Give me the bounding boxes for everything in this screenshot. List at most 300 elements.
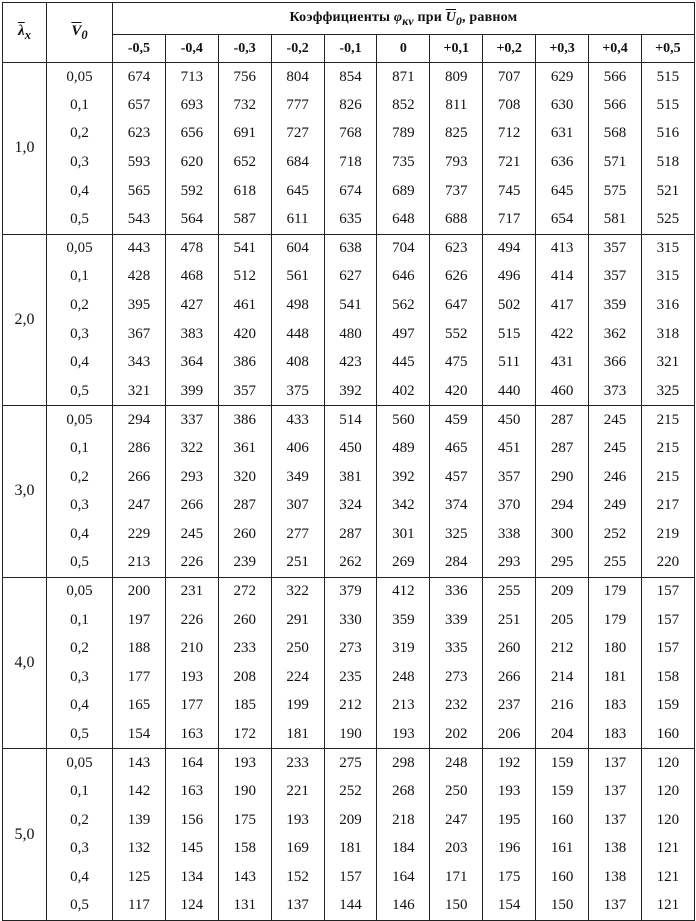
coefficient-cell: 691 [218,120,271,149]
table-row [3,148,695,177]
coefficient-cell: 852 [377,91,430,120]
coefficient-cell: 284 [430,549,483,578]
coefficient-cell: 266 [165,491,218,520]
coefficient-cell: 560 [377,406,430,435]
coefficient-cell: 566 [589,63,642,92]
coefficient-cell: 420 [218,320,271,349]
coefficient-cell: 250 [430,777,483,806]
coefficient-cell: 139 [113,806,166,835]
coefficient-cell: 688 [430,205,483,234]
coefficient-cell: 718 [324,148,377,177]
table-row [3,177,695,206]
coefficient-cell: 359 [377,606,430,635]
coefficient-cell: 146 [377,892,430,921]
coefficient-cell: 375 [271,377,324,406]
coefficient-cell: 204 [536,720,589,749]
coefficient-cell: 593 [113,148,166,177]
coefficient-cell: 184 [377,835,430,864]
lambda-column-header [3,3,47,63]
coefficient-cell: 552 [430,320,483,349]
coefficient-cell: 247 [430,806,483,835]
coefficient-cell: 251 [483,606,536,635]
coefficient-cell: 246 [589,463,642,492]
coefficient-cell: 321 [113,377,166,406]
coefficient-cell: 121 [641,863,694,892]
coefficient-cell: 315 [641,234,694,263]
coefficient-cell: 620 [165,148,218,177]
coefficient-cell: 804 [271,63,324,92]
u-value-header: 0 [377,35,430,63]
coefficient-cell: 514 [324,406,377,435]
v-value-cell: 0,05 [47,406,113,435]
coefficient-cell: 325 [430,520,483,549]
coefficient-cell: 373 [589,377,642,406]
coefficient-cell: 217 [641,491,694,520]
coefficient-cell: 273 [430,663,483,692]
coefficient-cell: 541 [324,291,377,320]
table-row [3,577,695,606]
coefficient-cell: 164 [165,749,218,778]
coefficient-cell: 745 [483,177,536,206]
coefficient-cell: 190 [218,777,271,806]
coefficient-cell: 255 [589,549,642,578]
coefficient-cell: 408 [271,348,324,377]
coefficient-cell: 361 [218,434,271,463]
v-value-cell: 0,3 [47,148,113,177]
v-value-cell: 0,4 [47,692,113,721]
coefficient-cell: 245 [589,406,642,435]
v-value-cell: 0,05 [47,577,113,606]
coefficient-cell: 137 [589,806,642,835]
coefficient-cell: 287 [324,520,377,549]
coefficient-cell: 339 [430,606,483,635]
coefficient-cell: 266 [113,463,166,492]
coefficient-cell: 134 [165,863,218,892]
coefficient-cell: 638 [324,234,377,263]
coefficient-cell: 232 [430,692,483,721]
v-value-cell: 0,5 [47,892,113,921]
v-value-cell: 0,1 [47,606,113,635]
table-row [3,520,695,549]
coefficient-cell: 298 [377,749,430,778]
table-row [3,806,695,835]
v-value-cell: 0,3 [47,320,113,349]
coefficient-cell: 193 [483,777,536,806]
lambda-group-cell: 3,0 [3,406,47,578]
coefficient-cell: 233 [218,634,271,663]
coefficient-cell: 737 [430,177,483,206]
coefficient-cell: 175 [483,863,536,892]
coefficient-cell: 142 [113,777,166,806]
table-row [3,234,695,263]
coefficient-cell: 190 [324,720,377,749]
table-row [3,348,695,377]
coefficient-cell: 193 [271,806,324,835]
coefficient-cell: 789 [377,120,430,149]
coefficient-cell: 202 [430,720,483,749]
coefficient-cell: 212 [324,692,377,721]
coefficient-cell: 674 [113,63,166,92]
coefficient-cell: 150 [536,892,589,921]
coefficient-table [2,2,695,921]
coefficient-cell: 163 [165,777,218,806]
table-row [3,863,695,892]
coefficient-cell: 159 [536,749,589,778]
coefficient-cell: 215 [641,434,694,463]
coefficient-cell: 516 [641,120,694,149]
coefficient-cell: 294 [113,406,166,435]
coefficient-cell: 440 [483,377,536,406]
coefficient-cell: 566 [589,91,642,120]
coefficient-cell: 370 [483,491,536,520]
v-value-cell: 0,4 [47,520,113,549]
coefficient-cell: 218 [377,806,430,835]
coefficient-cell: 562 [377,291,430,320]
coefficient-cell: 656 [165,120,218,149]
coefficient-cell: 497 [377,320,430,349]
caption-u-subscript: 0 [456,14,463,28]
coefficient-cell: 357 [218,377,271,406]
table-row [3,63,695,92]
coefficient-cell: 383 [165,320,218,349]
v-value-cell: 0,1 [47,263,113,292]
coefficient-cell: 592 [165,177,218,206]
coefficient-cell: 247 [113,491,166,520]
coefficient-cell: 272 [218,577,271,606]
coefficient-cell: 199 [271,692,324,721]
coefficient-cell: 262 [324,549,377,578]
coefficient-cell: 121 [641,835,694,864]
coefficient-cell: 645 [536,177,589,206]
coefficient-cell: 635 [324,205,377,234]
coefficient-cell: 291 [271,606,324,635]
coefficient-cell: 120 [641,749,694,778]
coefficient-cell: 420 [430,377,483,406]
coefficient-cell: 160 [536,863,589,892]
coefficient-cell: 460 [536,377,589,406]
coefficient-cell: 322 [165,434,218,463]
table-row [3,120,695,149]
coefficient-cell: 226 [165,606,218,635]
coefficient-cell: 193 [165,663,218,692]
coefficient-cell: 381 [324,463,377,492]
coefficient-cell: 124 [165,892,218,921]
coefficient-cell: 195 [483,806,536,835]
coefficient-cell: 433 [271,406,324,435]
coefficient-cell: 300 [536,520,589,549]
coefficient-cell: 158 [641,663,694,692]
coefficient-cell: 359 [589,291,642,320]
coefficient-cell: 735 [377,148,430,177]
coefficient-cell: 461 [218,291,271,320]
coefficient-cell: 160 [536,806,589,835]
coefficient-cell: 210 [165,634,218,663]
coefficient-cell: 125 [113,863,166,892]
coefficient-cell: 185 [218,692,271,721]
coefficient-cell: 237 [483,692,536,721]
coefficient-cell: 193 [218,749,271,778]
coefficient-cell: 713 [165,63,218,92]
table-row [3,291,695,320]
coefficient-cell: 137 [589,777,642,806]
coefficient-cell: 209 [536,577,589,606]
coefficient-cell: 450 [324,434,377,463]
table-row [3,406,695,435]
coefficient-cell: 618 [218,177,271,206]
coefficient-cell: 721 [483,148,536,177]
coefficient-cell: 255 [483,577,536,606]
coefficient-cell: 587 [218,205,271,234]
u-value-header: -0,4 [165,35,218,63]
coefficient-cell: 443 [113,234,166,263]
coefficient-cell: 320 [218,463,271,492]
coefficient-cell: 260 [483,634,536,663]
coefficient-cell: 137 [589,892,642,921]
coefficient-cell: 177 [113,663,166,692]
caption-prefix: Коэффициенты [289,9,391,25]
coefficient-cell: 179 [589,577,642,606]
coefficient-cell: 220 [641,549,694,578]
v-value-cell: 0,1 [47,777,113,806]
coefficient-cell: 392 [324,377,377,406]
coefficient-cell: 630 [536,91,589,120]
coefficient-cell: 132 [113,835,166,864]
lambda-symbol: $\overline{\lambda}$ [18,22,25,39]
coefficient-cell: 121 [641,892,694,921]
coefficient-cell: 260 [218,520,271,549]
coefficient-cell: 231 [165,577,218,606]
coefficient-cell: 181 [589,663,642,692]
coefficient-cell: 768 [324,120,377,149]
coefficient-cell: 431 [536,348,589,377]
coefficient-cell: 717 [483,205,536,234]
coefficient-cell: 213 [113,549,166,578]
coefficient-cell: 154 [483,892,536,921]
caption-phi-subscript: кv [402,14,414,28]
coefficient-cell: 209 [324,806,377,835]
coefficient-cell: 196 [483,835,536,864]
coefficient-cell: 646 [377,263,430,292]
u-value-header: -0,5 [113,35,166,63]
coefficient-cell: 215 [641,463,694,492]
coefficient-cell: 177 [165,692,218,721]
coefficient-cell: 657 [113,91,166,120]
coefficient-cell: 161 [536,835,589,864]
u-value-header: +0,4 [589,35,642,63]
coefficient-cell: 252 [589,520,642,549]
coefficient-cell: 450 [483,406,536,435]
coefficient-cell: 249 [589,491,642,520]
coefficient-cell: 165 [113,692,166,721]
coefficient-cell: 275 [324,749,377,778]
v-value-cell: 0,1 [47,91,113,120]
coefficient-cell: 293 [165,463,218,492]
coefficient-cell: 693 [165,91,218,120]
coefficient-cell: 511 [483,348,536,377]
coefficient-cell: 475 [430,348,483,377]
coefficient-cell: 295 [536,549,589,578]
coefficient-cell: 366 [589,348,642,377]
coefficient-cell: 245 [165,520,218,549]
coefficient-cell: 445 [377,348,430,377]
table-row [3,720,695,749]
coefficient-cell: 502 [483,291,536,320]
v-value-cell: 0,3 [47,663,113,692]
coefficient-cell: 604 [271,234,324,263]
v-value-cell: 0,3 [47,835,113,864]
coefficient-cell: 521 [641,177,694,206]
coefficient-cell: 631 [536,120,589,149]
v-value-cell: 0,2 [47,291,113,320]
v-column-header [47,3,113,63]
coefficient-cell: 357 [589,234,642,263]
coefficient-cell: 357 [483,463,536,492]
coefficient-cell: 480 [324,320,377,349]
coefficient-cell: 565 [113,177,166,206]
coefficient-cell: 386 [218,348,271,377]
coefficient-cell: 287 [536,434,589,463]
coefficient-cell: 515 [483,320,536,349]
coefficient-cell: 478 [165,234,218,263]
coefficient-cell: 252 [324,777,377,806]
coefficient-cell: 171 [430,863,483,892]
coefficient-cell: 342 [377,491,430,520]
coefficient-cell: 362 [589,320,642,349]
coefficient-cell: 417 [536,291,589,320]
coefficient-cell: 294 [536,491,589,520]
coefficient-cell: 293 [483,549,536,578]
coefficient-cell: 117 [113,892,166,921]
coefficient-cell: 568 [589,120,642,149]
coefficient-cell: 777 [271,91,324,120]
coefficient-cell: 325 [641,377,694,406]
coefficient-cell: 515 [641,91,694,120]
coefficient-cell: 157 [324,863,377,892]
coefficient-cell: 179 [589,606,642,635]
coefficient-cell: 541 [218,234,271,263]
coefficient-cell: 150 [430,892,483,921]
v-value-cell: 0,5 [47,549,113,578]
coefficient-cell: 157 [641,577,694,606]
coefficient-cell: 652 [218,148,271,177]
coefficient-cell: 395 [113,291,166,320]
coefficient-cell: 459 [430,406,483,435]
coefficient-cell: 386 [218,406,271,435]
coefficient-cell: 496 [483,263,536,292]
coefficient-cell: 192 [483,749,536,778]
table-row [3,320,695,349]
v-value-cell: 0,5 [47,205,113,234]
coefficient-cell: 515 [641,63,694,92]
coefficient-cell: 324 [324,491,377,520]
coefficient-cell: 427 [165,291,218,320]
coefficient-cell: 525 [641,205,694,234]
coefficient-cell: 712 [483,120,536,149]
coefficient-cell: 623 [430,234,483,263]
coefficient-cell: 219 [641,520,694,549]
v-value-cell: 0,5 [47,377,113,406]
coefficient-cell: 322 [271,577,324,606]
coefficient-cell: 626 [430,263,483,292]
table-row [3,692,695,721]
coefficient-cell: 338 [483,520,536,549]
coefficient-cell: 512 [218,263,271,292]
coefficient-cell: 343 [113,348,166,377]
coefficient-cell: 825 [430,120,483,149]
coefficient-cell: 428 [113,263,166,292]
coefficient-cell: 181 [271,720,324,749]
coefficient-cell: 318 [641,320,694,349]
coefficient-cell: 321 [641,348,694,377]
table-row [3,463,695,492]
coefficient-cell: 287 [218,491,271,520]
coefficient-cell: 561 [271,263,324,292]
caption-u: $\overline{U}$ [445,9,456,25]
coefficient-cell: 494 [483,234,536,263]
coefficient-cell: 157 [641,606,694,635]
coefficient-cell: 137 [271,892,324,921]
v-value-cell: 0,4 [47,863,113,892]
coefficient-cell: 581 [589,205,642,234]
header-row-caption [3,3,695,35]
coefficient-cell: 152 [271,863,324,892]
coefficient-cell: 221 [271,777,324,806]
coefficient-cell: 158 [218,835,271,864]
coefficient-cell: 224 [271,663,324,692]
v-value-cell: 0,05 [47,63,113,92]
coefficient-cell: 251 [271,549,324,578]
coefficient-cell: 374 [430,491,483,520]
coefficient-cell: 120 [641,806,694,835]
coefficient-cell: 854 [324,63,377,92]
coefficient-cell: 319 [377,634,430,663]
coefficient-cell: 193 [377,720,430,749]
coefficient-cell: 674 [324,177,377,206]
coefficient-cell: 871 [377,63,430,92]
v-value-cell: 0,2 [47,463,113,492]
coefficient-cell: 627 [324,263,377,292]
v-value-cell: 0,2 [47,634,113,663]
lambda-group-cell: 5,0 [3,749,47,921]
table-row [3,434,695,463]
coefficient-cell: 180 [589,634,642,663]
coefficient-cell: 793 [430,148,483,177]
coefficient-cell: 414 [536,263,589,292]
v-value-cell: 0,4 [47,177,113,206]
coefficient-cell: 287 [536,406,589,435]
coefficient-cell: 636 [536,148,589,177]
coefficient-cell: 654 [536,205,589,234]
coefficient-cell: 197 [113,606,166,635]
coefficient-cell: 648 [377,205,430,234]
coefficient-cell: 260 [218,606,271,635]
coefficient-cell: 145 [165,835,218,864]
coefficient-cell: 213 [377,692,430,721]
coefficient-cell: 707 [483,63,536,92]
coefficient-cell: 226 [165,549,218,578]
coefficient-cell: 498 [271,291,324,320]
coefficient-cell: 169 [271,835,324,864]
u-value-header: +0,3 [536,35,589,63]
coefficient-cell: 684 [271,148,324,177]
u-value-header: -0,1 [324,35,377,63]
coefficient-cell: 301 [377,520,430,549]
coefficient-cell: 457 [430,463,483,492]
coefficient-cell: 154 [113,720,166,749]
lambda-group-cell: 1,0 [3,63,47,235]
coefficient-cell: 451 [483,434,536,463]
coefficient-cell: 727 [271,120,324,149]
